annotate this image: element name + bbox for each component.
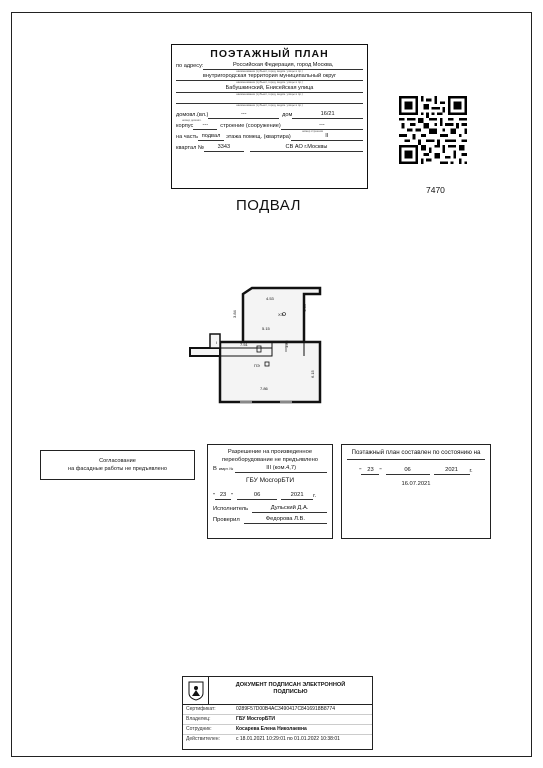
- plan-label: ХЭ: [278, 312, 284, 317]
- kvartal-value: 3343: [204, 144, 244, 152]
- certificate-value: 0289F57D00B4AC3490417C8416918B8774: [236, 706, 335, 712]
- plan-label: 1.88: [284, 340, 289, 348]
- permit-box: Разрешение на произведенное переоборудование не предъявлено В кварт. № III (ком.4,7) ГБУ МосгорБТИ " 23 " 06 2021 г. Исполнитель Дульский Д.А. Проверил Федорова Л.В.: [207, 444, 333, 539]
- plan-label: 3.84: [232, 310, 237, 318]
- state-day: 23: [361, 466, 379, 475]
- state-year: 2021: [434, 466, 470, 475]
- employee-value: Косарева Елена Николаевна: [236, 726, 307, 732]
- address-label: по адресу:: [176, 63, 204, 69]
- address-line-2: внутригородская территория муниципальный округ: [176, 73, 363, 81]
- valid-value: с 18.01.2021 10:29:01 по 01.01.2022 10:38:01: [236, 736, 340, 742]
- facade-approval-box: Согласование на фасадные работы не предъявлено: [40, 450, 195, 480]
- plan-label: ПЭ: [254, 363, 260, 368]
- plan-label: 7.86: [260, 386, 268, 391]
- permit-day: 23: [215, 491, 231, 500]
- plan-label: 4.53: [266, 296, 274, 301]
- korpus-value: ---: [193, 122, 217, 130]
- document-title: ПОЭТАЖНЫЙ ПЛАН: [210, 48, 329, 60]
- owner-value: ГБУ МосгорБТИ: [236, 716, 275, 722]
- moscow-emblem-icon: [183, 677, 209, 704]
- plan-label: 5.15: [262, 326, 270, 331]
- document-number: 7470: [426, 185, 445, 195]
- state-date: 16.07.2021: [401, 480, 431, 487]
- plan-label: 6.15: [310, 370, 315, 378]
- floor-plan: [180, 282, 330, 407]
- dom-value: 16/21: [292, 111, 363, 119]
- floor-value: II: [291, 133, 363, 141]
- plan-label: 7.51: [240, 342, 248, 347]
- domovl-value: ---: [208, 111, 279, 119]
- e-signature-block: ДОКУМЕНТ ПОДПИСАН ЭЛЕКТРОННОЙ ПОДПИСЬЮ Сертификат: 0289F57D00B4AC3490417C8416918B8774 Владелец: ГБУ МосгорБТИ Сотрудник: Косарева Елена Николаевна Действителен: с 18.01.2021 10:29:01 по 01.01.2022 10:38:01: [182, 676, 373, 750]
- plan-label: 4.44: [302, 304, 307, 312]
- address-line-3: Бабушкинский, Енисейская улица: [176, 85, 363, 93]
- permit-kvart-value: III (ком.4,7): [235, 464, 327, 473]
- state-box: Поэтажный план составлен по состоянию на " 23 " 06 2021 г. 16.07.2021: [341, 444, 491, 539]
- stroenie-value: ---: [281, 122, 363, 130]
- qr-code-icon: [399, 96, 467, 164]
- executor-value: Дульский Д.А.: [252, 504, 327, 513]
- title-block: ПОЭТАЖНЫЙ ПЛАН по адресу: Российская Федерация, город Москва, наименование (субъект, город, ведом. улицы и пр.) внутригородская территория муниципальный округ наименование (субъект, город, ведом. улицы и пр.) Бабушкинский, Енисейская улица наименование (субъект, город, ведом. улицы и пр.) наименование (субъект, город, ведом. улицы и пр.) домовл.(вл.) --- дом 16/21 номер домовл. корпус --- строение (сооружение) --- номер строения на часть подвал этажа помещ. (квартира) II квартал № 3343 СВ АО г.Москвы: [171, 44, 368, 189]
- permit-month: 06: [237, 491, 277, 500]
- permit-org: ГБУ МосгорБТИ: [246, 477, 294, 484]
- checker-value: Федорова Л.В.: [244, 515, 327, 524]
- state-month: 06: [386, 466, 430, 475]
- address-line-1: Российская Федерация, город Москва,: [203, 62, 363, 70]
- plan-label: I: [216, 340, 218, 345]
- district-value: СВ АО г.Москвы: [250, 144, 363, 152]
- floor-name: ПОДВАЛ: [236, 197, 301, 214]
- permit-year: 2021: [281, 491, 313, 500]
- part-value: подвал: [198, 133, 224, 141]
